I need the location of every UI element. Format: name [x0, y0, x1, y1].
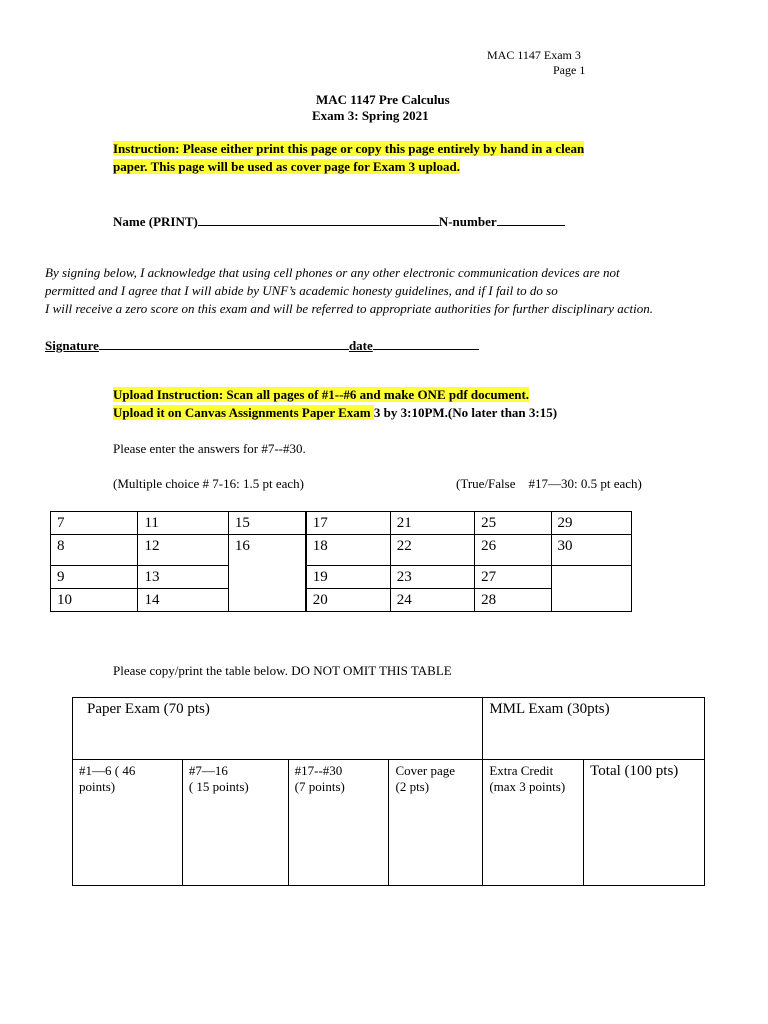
true-false-note: (True/False #17—30: 0.5 pt each): [456, 476, 642, 491]
pledge-line-3: I will receive a zero score on this exam and will be referred to appropriate authorities for further disciplinary action.: [45, 301, 654, 316]
nnumber-blank[interactable]: [497, 213, 565, 226]
table-row: [73, 760, 705, 886]
answer-cell-22[interactable]: 22: [390, 535, 474, 566]
answer-cell-17[interactable]: 17: [306, 512, 390, 535]
answer-cell-21[interactable]: 21: [390, 512, 474, 535]
answer-cell-27[interactable]: 27: [475, 566, 551, 589]
table-row: [51, 589, 632, 612]
instruction-line-2: paper. This page will be used as cover page for Exam 3 upload.: [113, 159, 460, 174]
answer-cell-10[interactable]: 10: [51, 589, 138, 612]
answer-cell-26[interactable]: 26: [475, 535, 551, 566]
mml-exam-header: MML Exam (30pts): [483, 698, 705, 760]
answer-cell-empty[interactable]: [551, 566, 631, 612]
answer-cell-16[interactable]: 16: [228, 535, 305, 612]
answer-cell-24[interactable]: 24: [390, 589, 474, 612]
answer-cell-28[interactable]: 28: [475, 589, 551, 612]
answer-cell-29[interactable]: 29: [551, 512, 631, 535]
name-label: Name (PRINT): [113, 214, 198, 229]
answer-cell-7[interactable]: 7: [51, 512, 138, 535]
answer-cell-18[interactable]: 18: [306, 535, 390, 566]
multiple-choice-note: (Multiple choice # 7-16: 1.5 pt each): [113, 476, 304, 491]
table-row: [73, 698, 705, 760]
instruction-line-1: Instruction: Please either print this page or copy this page entirely by hand in a clean: [113, 141, 585, 156]
answer-table: [50, 511, 632, 612]
answers-prompt: Please enter the answers for #7--#30.: [113, 441, 306, 456]
course-title: MAC 1147 Pre Calculus: [316, 92, 450, 107]
answer-cell-23[interactable]: 23: [390, 566, 474, 589]
date-label: date: [348, 338, 373, 353]
answer-cell-25[interactable]: 25: [475, 512, 551, 535]
answer-cell-8[interactable]: 8: [51, 535, 138, 566]
score-col-1-6[interactable]: #1—6 ( 46 points): [73, 760, 183, 886]
answer-cell-15[interactable]: 15: [228, 512, 305, 535]
exam-title: Exam 3: Spring 2021: [312, 108, 429, 123]
name-line: [113, 213, 565, 230]
signature-blank[interactable]: [99, 337, 349, 350]
answer-cell-30[interactable]: 30: [551, 535, 631, 566]
answer-cell-12[interactable]: 12: [138, 535, 228, 566]
score-table: [72, 697, 705, 886]
paper-exam-header: Paper Exam (70 pts): [73, 698, 483, 760]
table-row: [51, 535, 632, 566]
score-col-17-30[interactable]: #17--#30 (7 points): [288, 760, 389, 886]
answer-cell-11[interactable]: 11: [138, 512, 228, 535]
signature-line: [45, 337, 479, 354]
score-col-total[interactable]: Total (100 pts): [584, 760, 705, 886]
signature-label: Signature: [45, 338, 99, 353]
answer-cell-9[interactable]: 9: [51, 566, 138, 589]
answer-cell-20[interactable]: 20: [306, 589, 390, 612]
answer-cell-14[interactable]: 14: [138, 589, 228, 612]
score-col-cover-page[interactable]: Cover page (2 pts): [389, 760, 483, 886]
table-row: [51, 512, 632, 535]
answer-cell-13[interactable]: 13: [138, 566, 228, 589]
pledge-line-1: By signing below, I acknowledge that using cell phones or any other electronic communication devices are not: [45, 265, 620, 280]
score-col-7-16[interactable]: #7—16 ( 15 points): [182, 760, 288, 886]
upload-line-1: Upload Instruction: Scan all pages of #1--#6 and make ONE pdf document.: [113, 387, 530, 402]
date-blank[interactable]: [373, 337, 479, 350]
name-blank[interactable]: [198, 213, 439, 226]
pledge-line-2: permitted and I agree that I will abide by UNF’s academic honesty guidelines, and if I fail to do so: [45, 283, 558, 298]
upload-line-2: Upload it on Canvas Assignments Paper Exam 3 by 3:10PM.(No later than 3:15): [113, 405, 558, 420]
nnumber-label: N-number: [438, 214, 497, 229]
copy-table-note: Please copy/print the table below. DO NOT OMIT THIS TABLE: [113, 663, 452, 678]
header-course-exam: MAC 1147 Exam 3: [487, 48, 581, 62]
header-page-number: Page 1: [553, 63, 586, 77]
answer-cell-19[interactable]: 19: [306, 566, 390, 589]
score-col-extra-credit[interactable]: Extra Credit (max 3 points): [483, 760, 584, 886]
table-row: [51, 566, 632, 589]
